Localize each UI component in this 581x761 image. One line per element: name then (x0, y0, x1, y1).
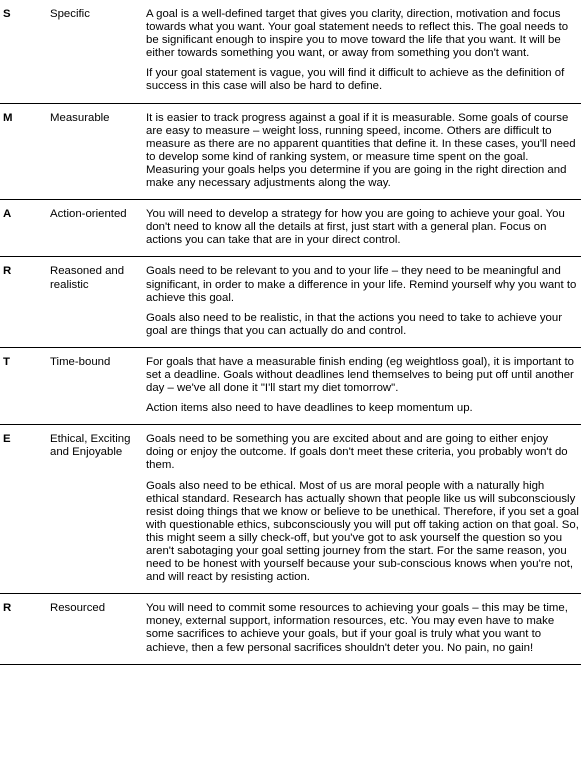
row-description (146, 433, 581, 593)
description-paragraph: A goal is a well-defined target that gives you clarity, direction, motivation and focus towards what you want. Your goal statement needs to reflect this. The goal needs to be significant enough to inspire you to move toward the life that you want. It will be either towards something you want, or away from something you don't want. (146, 8, 569, 60)
table-row-ethical-exciting-enjoyable (0, 425, 581, 594)
row-letter: T (3, 355, 10, 368)
description-paragraph: You will need to commit some resources to achieving your goals – this may be time, money, external support, information resources, etc. You may even have to make some sacrifices to achieve your goals, but if your goal is truly what you want to achieve, then a few personal sacrifices shouldn't deter you. No pain, no gain! (146, 602, 568, 654)
row-letter: R (3, 602, 12, 615)
row-title: Resourced (50, 602, 106, 615)
description-paragraph: Goals need to be relevant to you and to your life – they need to be meaningful and significant, in order to make a difference in your life. Remind yourself why you want to achieve this goal. (146, 265, 577, 304)
table-row-time-bound (0, 348, 581, 425)
row-description (146, 8, 581, 103)
table-row-specific (0, 0, 581, 104)
row-title: Time-bound (50, 355, 111, 368)
row-letter: E (3, 433, 11, 446)
row-title: Specific (50, 8, 90, 20)
row-description (146, 208, 581, 256)
row-description (146, 265, 581, 346)
row-description (146, 112, 581, 200)
table-row-measurable (0, 104, 581, 201)
row-description (146, 356, 581, 424)
description-paragraph: Goals also need to be ethical. Most of us are moral people with a naturally high ethical standard. Research has actually shown that people like us will subconsciously resist doing things that we know or believe to be unethical. Therefore, if you set a goal with questionable ethics, subconsciously you will put off taking action on that goal. So, this might seem a silly check-off, but you've got to ask yourself the question so you aren't sabotaging your goal setting journey from the start. For the same reason, you need to be honest with yourself because your sub-conscious knows when you're not, and will react by resisting action. (146, 479, 579, 584)
description-paragraph: It is easier to track progress against a goal if it is measurable. Some goals of course are easy to measure – weight loss, running speed, income. Others are difficult to measure as there are no apparent quantities that define it. In these cases, you'll need to develop some kind of ranking system, or measure time spent on the goal. Measuring your goals helps you determine if you are going in the right direction and make any necessary adjustments along the way. (146, 111, 576, 190)
row-title: Ethical, Exciting and Enjoyable (50, 433, 131, 459)
row-letter: A (3, 208, 12, 221)
row-letter: M (3, 111, 13, 124)
description-paragraph: You will need to develop a strategy for how you are going to achieve your goal. You don't need to know all the details at first, just start with a general plan. Focus on actions you can take that are in your direct control. (146, 208, 565, 247)
row-letter: R (3, 265, 12, 278)
row-description (146, 602, 581, 663)
description-paragraph: Goals need to be something you are excited about and are going to either enjoy doing or enjoy the outcome. If goals don't meet these criteria, you probably won't do them. (146, 433, 568, 472)
row-title: Reasoned and realistic (50, 265, 125, 291)
row-title: Action-oriented (50, 208, 127, 221)
description-paragraph: If your goal statement is vague, you will find it difficult to achieve as the definition of success in this case will also be hard to define. (146, 67, 565, 93)
table-row-reasoned-realistic (0, 257, 581, 347)
table-row-action-oriented (0, 200, 581, 257)
description-paragraph: Action items also need to have deadlines to keep momentum up. (146, 402, 473, 415)
row-title: Measurable (50, 111, 110, 124)
table-row-resourced (0, 594, 581, 664)
description-paragraph: Goals also need to be realistic, in that the actions you need to take to achieve your goal are things that you can actually do and control. (146, 311, 563, 337)
description-paragraph: For goals that have a measurable finish ending (eg weightloss goal), it is important to set a deadline. Goals without deadlines lend themselves to being put off until another day – we've all done it "I'll start my diet tomorrow". (146, 355, 575, 395)
row-letter: S (3, 8, 11, 20)
